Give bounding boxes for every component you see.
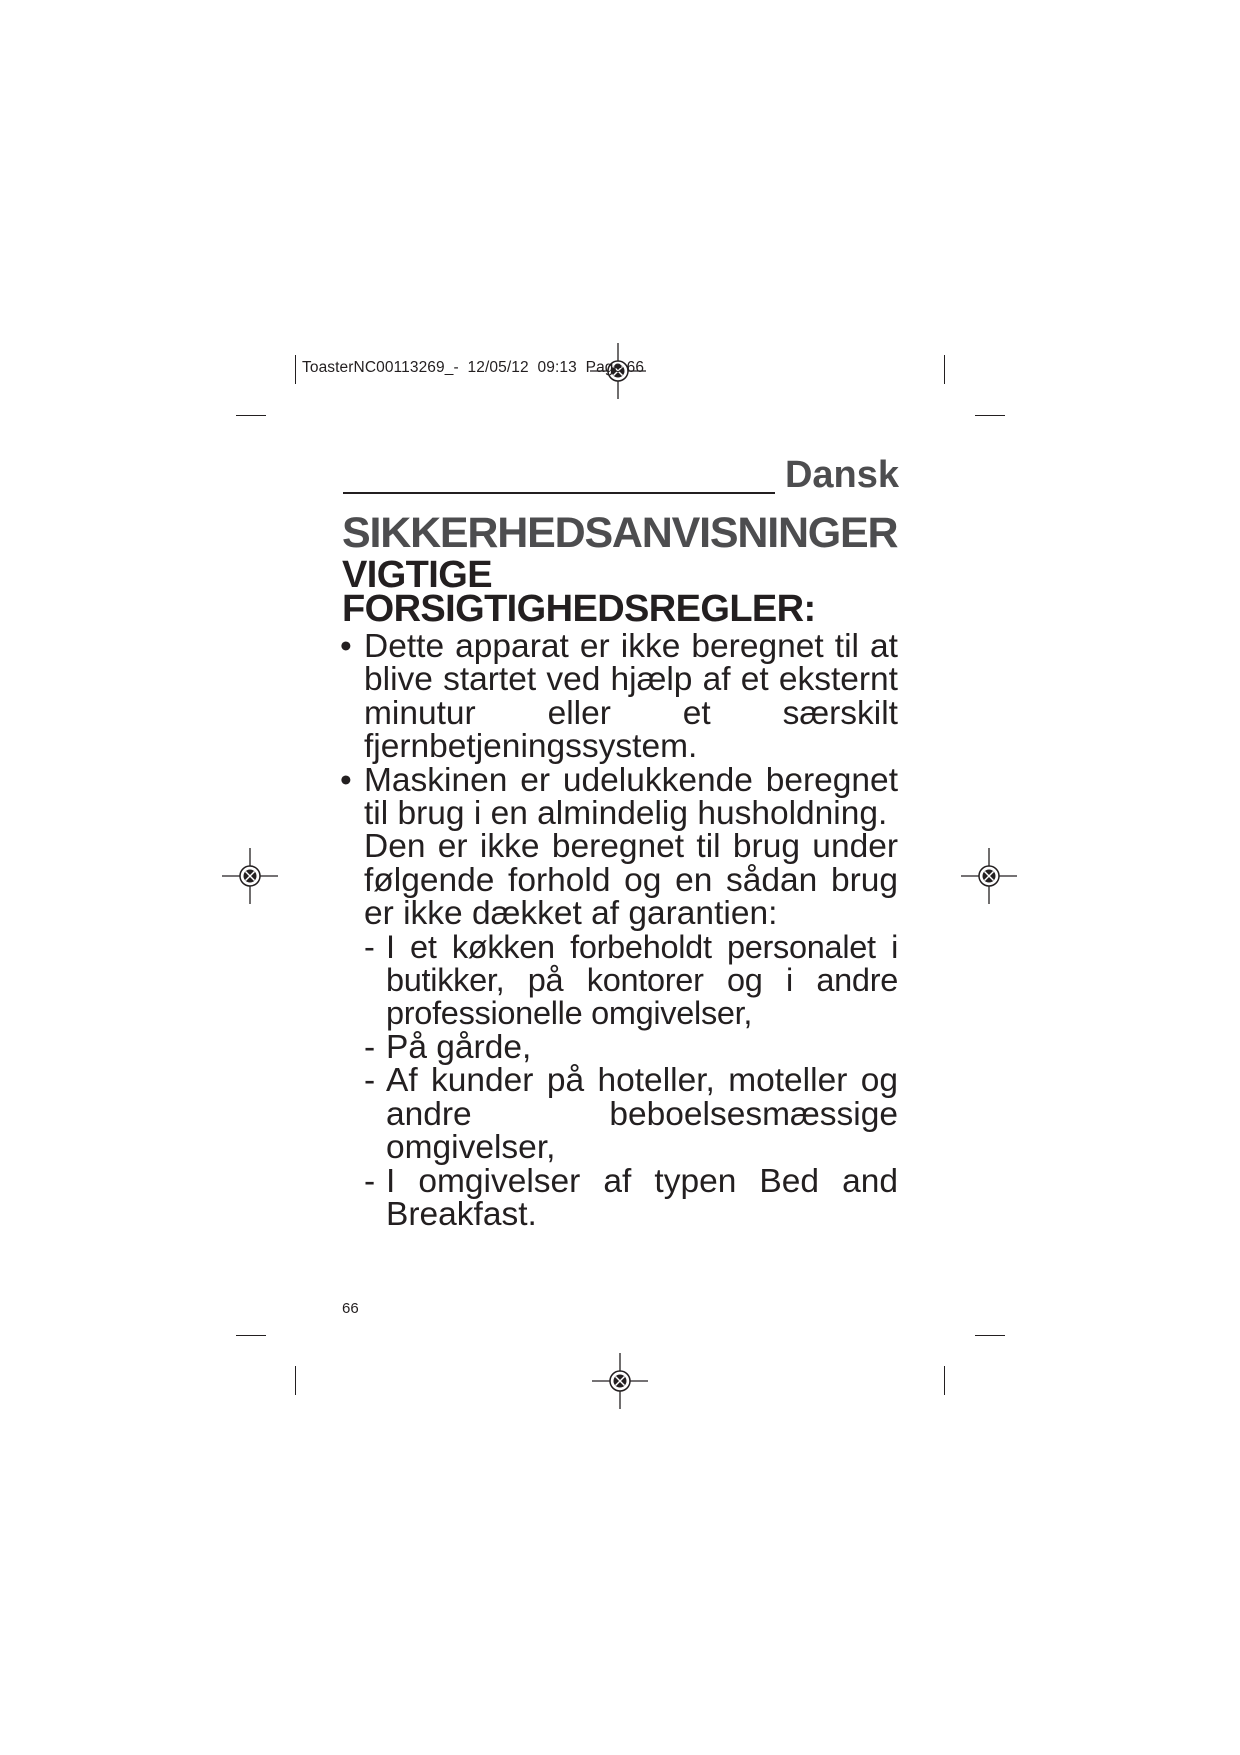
section-subtitle: VIGTIGE FORSIGTIGHEDSREGLER:: [342, 554, 816, 630]
dash-item: [342, 928, 898, 1032]
body-paragraph: Den er ikke beregnet til brug under følgende forhold og en sådan brug er ikke dækket af garantien:: [364, 828, 898, 933]
registration-mark-right-icon: [961, 848, 1017, 904]
bullet-item: [340, 761, 898, 833]
crop-mark-top-left-vertical: [295, 355, 296, 384]
dash-item: [342, 1062, 898, 1167]
slug-file: ToasterNC00113269_-: [302, 359, 459, 376]
dash-text: I omgivelser af typen Bed and Breakfast.: [386, 1162, 898, 1233]
dash-item: [342, 1162, 898, 1233]
slug-page-label: Page: [585, 359, 623, 376]
crop-mark-bottom-left-vertical: [295, 1366, 296, 1395]
print-slug: [302, 359, 644, 377]
bullet-symbol: •: [340, 761, 352, 799]
dash-symbol: -: [364, 1162, 376, 1200]
bullet-symbol: •: [340, 628, 352, 665]
registration-mark-left-icon: [222, 848, 278, 904]
slug-page-number: 66: [626, 359, 645, 376]
language-label: Dansk: [784, 454, 899, 496]
dash-text: Af kunder på hoteller, moteller og andre beboelsesmæssige omgivelser,: [386, 1062, 898, 1167]
page-number: 66: [342, 1300, 359, 1317]
dash-item: [342, 1028, 898, 1066]
language-rule: [343, 492, 775, 494]
crop-mark-top-right-vertical: [944, 355, 945, 384]
dash-text: I et køkken forbeholdt personalet i butikker, på kontorer og i andre professionelle omgivelser,: [386, 928, 898, 1032]
slug-time: 09:13: [537, 359, 577, 376]
crop-mark-top-right-horizontal: [975, 415, 1005, 416]
slug-date: 12/05/12: [467, 359, 529, 376]
safety-instructions-body: [342, 630, 898, 1231]
dash-symbol: -: [364, 1062, 376, 1100]
registration-mark-bottom-icon: [592, 1353, 648, 1409]
dash-text: På gårde,: [386, 1028, 532, 1066]
crop-mark-bottom-right-horizontal: [975, 1335, 1005, 1336]
crop-mark-bottom-right-vertical: [944, 1366, 945, 1395]
bullet-text: Maskinen er udelukkende beregnet til brug i en almindelig husholdning.: [364, 761, 898, 833]
dash-symbol: -: [364, 1028, 376, 1066]
section-title: SIKKERHEDSANVISNINGER: [342, 509, 898, 557]
bullet-text: Dette apparat er ikke beregnet til at blive startet ved hjælp af et eksternt minutur eller et særskilt fjernbetjeningssystem.: [364, 628, 898, 766]
bullet-item: [342, 630, 898, 764]
crop-mark-top-left-horizontal: [236, 415, 266, 416]
crop-mark-bottom-left-horizontal: [236, 1335, 266, 1336]
dash-symbol: -: [364, 928, 375, 965]
